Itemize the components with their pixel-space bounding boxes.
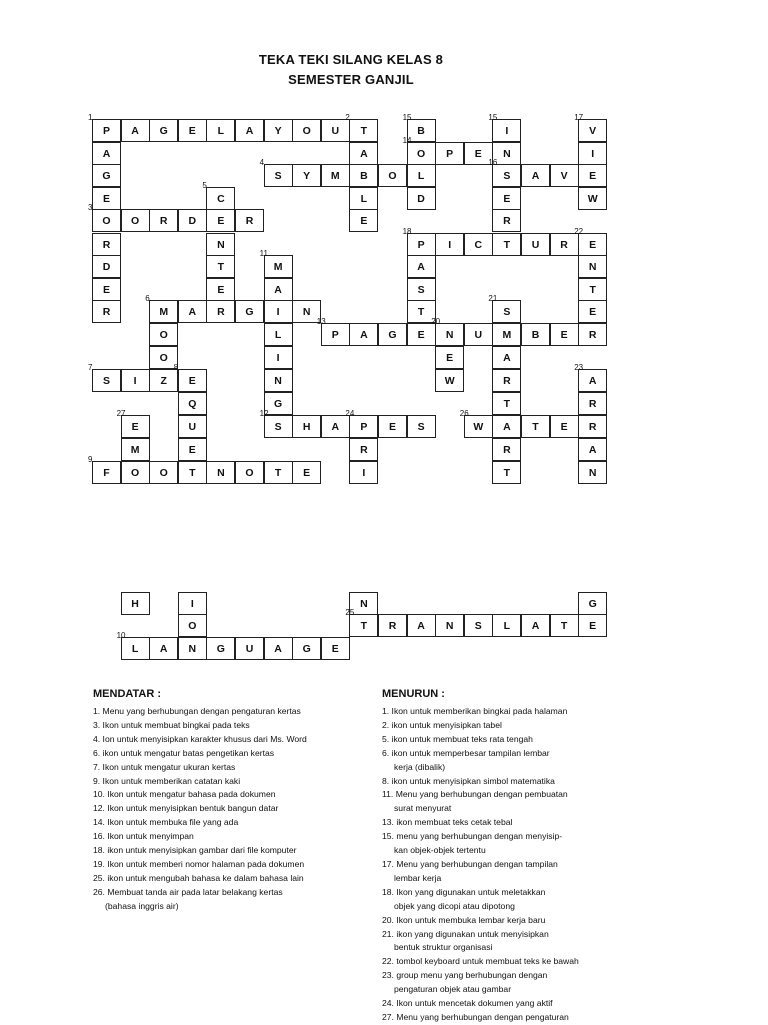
crossword-cell: T <box>206 255 235 278</box>
crossword-cell: V <box>578 119 607 142</box>
crossword-cell: E <box>464 142 493 165</box>
crossword-cell: P <box>321 323 350 346</box>
clue-number: 16 <box>488 158 498 167</box>
clue-number: 26 <box>459 409 469 418</box>
crossword-cell: O <box>407 142 436 165</box>
crossword-cell: R <box>349 438 378 461</box>
clue-item: 12. Ikon untuk menyisipkan bentuk bangun datar <box>93 803 279 814</box>
clue-item: 20. Ikon untuk membuka lembar kerja baru <box>382 914 546 925</box>
crossword-cell: P <box>435 142 464 165</box>
crossword-cell: T <box>492 461 521 484</box>
crossword-cell: P <box>349 415 378 438</box>
crossword-cell: L <box>349 187 378 210</box>
crossword-cell: S <box>492 300 521 323</box>
crossword-cell: A <box>264 278 293 301</box>
crossword-cell: T <box>550 614 579 637</box>
clue-number: 27 <box>116 409 126 418</box>
clue-number: 1 <box>88 113 93 122</box>
clue-number: 15 <box>488 113 498 122</box>
clue-item: 13. ikon membuat teks cetak tebal <box>382 817 513 828</box>
crossword-cell: R <box>235 209 264 232</box>
crossword-cell: O <box>149 461 178 484</box>
crossword-cell: R <box>206 300 235 323</box>
crossword-cell: V <box>550 164 579 187</box>
crossword-cell: Y <box>264 119 293 142</box>
clue-item: objek yang dicopi atau dipotong <box>394 900 515 911</box>
crossword-cell: E <box>178 438 207 461</box>
crossword-cell: O <box>235 461 264 484</box>
crossword-cell: R <box>378 614 407 637</box>
clue-item: 18. ikon untuk menyisipkan gambar dari file komputer <box>93 845 297 856</box>
crossword-cell: E <box>578 300 607 323</box>
clue-number: 3 <box>88 203 93 212</box>
crossword-cell: I <box>121 369 150 392</box>
clue-item: (bahasa inggris air) <box>105 900 179 911</box>
crossword-cell: Q <box>178 392 207 415</box>
crossword-cell: A <box>407 614 436 637</box>
clue-number: 22 <box>574 227 584 236</box>
clue-number: 13 <box>316 317 326 326</box>
crossword-cell: D <box>178 209 207 232</box>
clue-number: 9 <box>88 455 93 464</box>
crossword-cell: S <box>407 415 436 438</box>
crossword-cell: O <box>292 119 321 142</box>
clue-item: 10. Ikon untuk mengatur bahasa pada dokumen <box>93 789 276 800</box>
crossword-cell: B <box>407 119 436 142</box>
crossword-cell: M <box>321 164 350 187</box>
crossword-cell: A <box>492 415 521 438</box>
clue-item: 1. Menu yang berhubungan dengan pengaturan kertas <box>93 706 301 716</box>
crossword-cell: D <box>92 255 121 278</box>
crossword-cell: Z <box>149 369 178 392</box>
crossword-cell: S <box>264 415 293 438</box>
crossword-cell: G <box>235 300 264 323</box>
crossword-cell: N <box>578 461 607 484</box>
crossword-cell: G <box>578 592 607 615</box>
crossword-cell: N <box>178 637 207 660</box>
crossword-cell: M <box>264 255 293 278</box>
crossword-cell: O <box>149 323 178 346</box>
clue-item: bentuk struktur organisasi <box>394 942 493 953</box>
clue-item: pengaturan objek atau gambar <box>394 984 512 995</box>
clue-item: 2. ikon untuk menyisipkan tabel <box>382 719 502 730</box>
clue-number: 11 <box>259 249 268 258</box>
mendatar-heading: MENDATAR : <box>93 688 162 700</box>
crossword-cell: O <box>149 346 178 369</box>
crossword-cell: T <box>407 300 436 323</box>
crossword-cell: A <box>321 415 350 438</box>
clue-number: 18 <box>402 227 412 236</box>
crossword-cell: T <box>349 614 378 637</box>
crossword-cell: G <box>149 119 178 142</box>
crossword-cell: E <box>550 415 579 438</box>
clue-item: 21. ikon yang digunakan untuk menyisipkan <box>382 928 549 939</box>
clue-item: kan objek-objek tertentu <box>394 845 486 856</box>
crossword-cell: B <box>349 164 378 187</box>
crossword-cell: I <box>349 461 378 484</box>
crossword-cell: E <box>550 323 579 346</box>
crossword-cell: G <box>292 637 321 660</box>
clue-item: 17. Menu yang berhubungan dengan tampilan <box>382 858 558 869</box>
crossword-cell: A <box>578 438 607 461</box>
crossword-cell: E <box>407 323 436 346</box>
clue-item: 9. Ikon untuk memberikan catatan kaki <box>93 775 241 786</box>
crossword-cell: L <box>121 637 150 660</box>
crossword-cell: E <box>206 209 235 232</box>
crossword-cell: I <box>492 119 521 142</box>
crossword-cell: U <box>178 415 207 438</box>
crossword-cell: E <box>292 461 321 484</box>
crossword-cell: N <box>435 323 464 346</box>
clue-number: 21 <box>488 294 498 303</box>
crossword-cell: B <box>521 323 550 346</box>
crossword-cell: A <box>121 119 150 142</box>
clue-number: 6 <box>145 294 150 303</box>
crossword-cell: S <box>492 164 521 187</box>
crossword-cell: N <box>578 255 607 278</box>
crossword-cell: I <box>264 346 293 369</box>
crossword-cell: L <box>206 119 235 142</box>
crossword-cell: E <box>178 119 207 142</box>
crossword-cell: T <box>492 392 521 415</box>
crossword-cell: T <box>264 461 293 484</box>
crossword-cell: I <box>435 233 464 256</box>
crossword-cell: U <box>321 119 350 142</box>
crossword-cell: N <box>492 142 521 165</box>
crossword-cell: T <box>578 278 607 301</box>
crossword-cell: A <box>264 637 293 660</box>
clue-item: 11. Menu yang berhubungan dengan pembuatan <box>382 789 568 800</box>
crossword-cell: A <box>521 614 550 637</box>
crossword-cell: M <box>492 323 521 346</box>
crossword-cell: E <box>349 209 378 232</box>
crossword-cell: C <box>206 187 235 210</box>
crossword-cell: G <box>92 164 121 187</box>
crossword-cell: S <box>407 278 436 301</box>
crossword-cell: R <box>578 323 607 346</box>
clue-item: 27. Menu yang berhubungan dengan pengaturan <box>382 1011 569 1022</box>
crossword-cell: R <box>149 209 178 232</box>
clue-item: 23. group menu yang berhubungan dengan <box>382 970 548 981</box>
crossword-cell: M <box>121 438 150 461</box>
clue-item: 8. ikon untuk menyisipkan simbol matematika <box>382 775 555 786</box>
clue-number: 15 <box>402 113 412 122</box>
crossword-cell: A <box>407 255 436 278</box>
crossword-cell: M <box>149 300 178 323</box>
crossword-cell: E <box>92 278 121 301</box>
crossword-cell: F <box>92 461 121 484</box>
clue-number: 2 <box>345 113 350 122</box>
crossword-cell: A <box>578 369 607 392</box>
crossword-cell: N <box>206 233 235 256</box>
clue-item: 16. Ikon untuk menyimpan <box>93 831 194 842</box>
clue-item: 6. ikon untuk mengatur batas pengetikan kertas <box>93 747 275 758</box>
crossword-cell: A <box>92 142 121 165</box>
clue-item: 5. ikon untuk membuat teks rata tengah <box>382 733 533 744</box>
puzzle-subtitle: SEMESTER GANJIL <box>288 72 414 87</box>
clue-item: 3. Ikon untuk membuat bingkai pada teks <box>93 719 250 730</box>
crossword-cell: N <box>264 369 293 392</box>
crossword-cell: S <box>264 164 293 187</box>
crossword-cell: A <box>521 164 550 187</box>
clue-item: 19. Ikon untuk memberi nomor halaman pada dokumen <box>93 858 305 869</box>
clue-item: 25. ikon untuk mengubah bahasa ke dalam bahasa lain <box>93 872 304 883</box>
clue-number: 12 <box>259 409 269 418</box>
crossword-cell: R <box>492 438 521 461</box>
crossword-cell: A <box>349 142 378 165</box>
crossword-cell: H <box>121 592 150 615</box>
clue-item: 15. menu yang berhubungan dengan menyisip- <box>382 831 563 842</box>
crossword-cell: G <box>206 637 235 660</box>
crossword-cell: O <box>378 164 407 187</box>
crossword-cell: U <box>464 323 493 346</box>
clue-item: 18. Ikon yang digunakan untuk meletakkan <box>382 886 546 897</box>
crossword-cell: W <box>464 415 493 438</box>
crossword-cell: H <box>292 415 321 438</box>
crossword-cell: L <box>264 323 293 346</box>
crossword-cell: S <box>92 369 121 392</box>
puzzle-title: TEKA TEKI SILANG KELAS 8 <box>258 52 444 67</box>
clue-number: 4 <box>259 158 265 167</box>
crossword-cell: O <box>121 461 150 484</box>
clue-item: surat menyurat <box>394 803 452 814</box>
crossword-cell: T <box>178 461 207 484</box>
crossword-cell: R <box>92 233 121 256</box>
crossword-cell: W <box>578 187 607 210</box>
crossword-cell: E <box>578 233 607 256</box>
clue-item: 14. Ikon untuk membuka file yang ada <box>93 817 239 828</box>
clue-number: 25 <box>345 608 355 617</box>
clue-number: 5 <box>202 181 207 190</box>
crossword-cell: R <box>92 300 121 323</box>
crossword-cell: A <box>235 119 264 142</box>
crossword-cell: E <box>92 187 121 210</box>
clue-item: 24. Ikon untuk mencetak dokumen yang aktif <box>382 998 553 1009</box>
crossword-cell: E <box>321 637 350 660</box>
crossword-cell: A <box>349 323 378 346</box>
crossword-cell: I <box>578 142 607 165</box>
crossword-cell: E <box>121 415 150 438</box>
crossword-cell: E <box>378 415 407 438</box>
crossword-cell: G <box>264 392 293 415</box>
crossword-cell: Y <box>292 164 321 187</box>
clue-item: 7. Ikon untuk mengatur ukuran kertas <box>93 761 236 772</box>
crossword-cell: R <box>578 415 607 438</box>
crossword-cell: N <box>206 461 235 484</box>
crossword-cell: N <box>349 592 378 615</box>
crossword-cell: N <box>292 300 321 323</box>
clue-item: 6. ikon untuk memperbesar tampilan lembar <box>382 747 550 758</box>
crossword-cell: R <box>492 209 521 232</box>
crossword-cell: E <box>435 346 464 369</box>
crossword-cell: T <box>492 233 521 256</box>
crossword-cell: N <box>435 614 464 637</box>
crossword-cell: R <box>578 392 607 415</box>
crossword-cell: T <box>521 415 550 438</box>
crossword-cell: L <box>492 614 521 637</box>
crossword-cell: P <box>92 119 121 142</box>
crossword-cell: I <box>264 300 293 323</box>
crossword-cell: D <box>407 187 436 210</box>
crossword-cell: O <box>92 209 121 232</box>
clue-number: 23 <box>574 363 584 372</box>
clue-item: 1. Ikon untuk memberikan bingkai pada halaman <box>382 706 568 716</box>
clue-number: 17 <box>574 113 584 122</box>
crossword-cell: U <box>235 637 264 660</box>
crossword-cell: E <box>492 187 521 210</box>
mendatar-clue-list <box>93 705 307 914</box>
menurun-clue-list <box>382 705 579 1025</box>
clue-item: kerja (dibalik) <box>394 761 446 772</box>
crossword-cell: T <box>349 119 378 142</box>
crossword-cell: W <box>435 369 464 392</box>
menurun-heading: MENURUN : <box>382 688 445 700</box>
crossword-cell: A <box>178 300 207 323</box>
clue-item: lembar kerja <box>394 872 442 883</box>
crossword-cell: L <box>407 164 436 187</box>
clue-number: 20 <box>431 317 441 326</box>
clue-number: 8 <box>173 363 179 372</box>
crossword-cell: A <box>149 637 178 660</box>
clue-number: 7 <box>88 363 93 372</box>
crossword-cell: P <box>407 233 436 256</box>
crossword-cell: S <box>464 614 493 637</box>
crossword-cell: C <box>464 233 493 256</box>
crossword-cell: E <box>178 369 207 392</box>
crossword-cell: R <box>492 369 521 392</box>
crossword-cell: R <box>550 233 579 256</box>
crossword-cell: A <box>492 346 521 369</box>
clue-item: 22. tombol keyboard untuk membuat teks ke bawah <box>382 956 579 967</box>
crossword-cell: I <box>178 592 207 615</box>
crossword-cell: E <box>578 164 607 187</box>
clue-number: 14 <box>402 136 412 145</box>
clue-number: 10 <box>116 631 126 640</box>
crossword-cell: O <box>121 209 150 232</box>
crossword-cell: E <box>206 278 235 301</box>
crossword-cell: E <box>578 614 607 637</box>
clue-number: 24 <box>345 409 355 418</box>
crossword-cell: O <box>178 614 207 637</box>
crossword-cell: G <box>378 323 407 346</box>
crossword-cell: U <box>521 233 550 256</box>
clue-item: 4. Ion untuk menyisipkan karakter khusus dari Ms. Word <box>93 733 307 744</box>
clue-item: 26. Membuat tanda air pada latar belakang kertas <box>93 886 283 897</box>
